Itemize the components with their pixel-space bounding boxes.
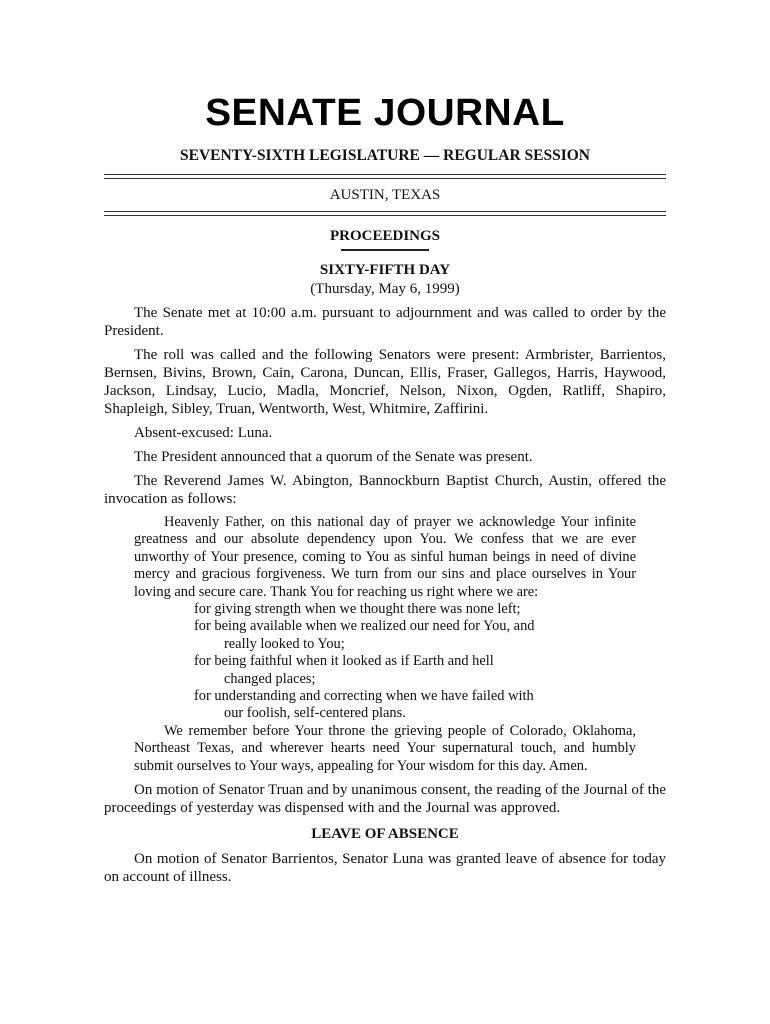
leave-of-absence-heading: LEAVE OF ABSENCE: [311, 826, 459, 843]
session-subtitle: SEVENTY-SIXTH LEGISLATURE — REGULAR SESSION: [179, 147, 591, 164]
journal-title: SENATE JOURNAL: [205, 92, 565, 134]
prayer-line-continuation: our foolish, self-centered plans.: [224, 705, 406, 722]
day-heading: SIXTY-FIFTH DAY: [319, 262, 451, 278]
prayer-intro: Heavenly Father, on this national day of prayer we acknowledge Your infinite greatness and our absolute dependency upon You. We confess that we are ever unworthy of Your presence, coming to You as sinful human beings in need of divine mercy and gracious forgiveness. We turn from our sins and place ourselves in Your loving and secure care. Thank You for reaching us right where we are:: [134, 514, 636, 600]
paragraph-absent: Absent-excused: Luna.: [134, 425, 273, 441]
divider-top: [104, 174, 666, 179]
prayer-line: for being faithful when it looked as if Earth and hell: [194, 653, 494, 670]
journal-page: [104, 90, 666, 886]
prayer-line: for giving strength when we thought there was none left;: [194, 601, 521, 618]
paragraph-call-to-order: The Senate met at 10:00 a.m. pursuant to adjournment and was called to order by the President.: [104, 305, 666, 339]
paragraph-journal-approved: On motion of Senator Truan and by unanimous consent, the reading of the Journal of the proceedings of yesterday was dispensed with and the Journal was approved.: [104, 782, 666, 817]
prayer-closing: We remember before Your throne the grieving people of Colorado, Oklahoma, Northeast Texas, and wherever hearts need Your supernatural touch, and humbly submit ourselves to Your ways, appealing for Your wisdom for this day. Amen.: [134, 722, 636, 774]
proceedings-underline: [341, 249, 429, 251]
invocation-prayer: [134, 514, 636, 775]
paragraph-leave: On motion of Senator Barrientos, Senator Luna was granted leave of absence for today on account of illness.: [104, 851, 666, 886]
paragraph-roll-call: The roll was called and the following Senators were present: Armbrister, Barrientos, Bernsen, Bivins, Brown, Cain, Carona, Duncan, Ellis, Fraser, Gallegos, Harris, Haywood, Jackson, Lindsay, Lucio, Madla, Moncrief, Nelson, Nixon, Ogden, Ratliff, Shapiro, Shapleigh, Sibley, Truan, Wentworth, West, Whitmire, Zaffirini.: [104, 347, 666, 417]
prayer-line-continuation: really looked to You;: [224, 635, 345, 652]
proceedings-heading: PROCEEDINGS: [329, 228, 441, 244]
divider-bottom: [104, 211, 666, 216]
prayer-line: for being available when we realized our need for You, and: [194, 618, 535, 635]
prayer-line-continuation: changed places;: [224, 670, 316, 687]
prayer-line: for understanding and correcting when we have failed with: [194, 688, 534, 705]
paragraph-quorum: The President announced that a quorum of the Senate was present.: [134, 449, 533, 465]
date-line: (Thursday, May 6, 1999): [310, 281, 460, 297]
place-line: AUSTIN, TEXAS: [329, 187, 441, 203]
paragraph-invocation: The Reverend James W. Abington, Bannockburn Baptist Church, Austin, offered the invocation as follows:: [104, 473, 666, 507]
